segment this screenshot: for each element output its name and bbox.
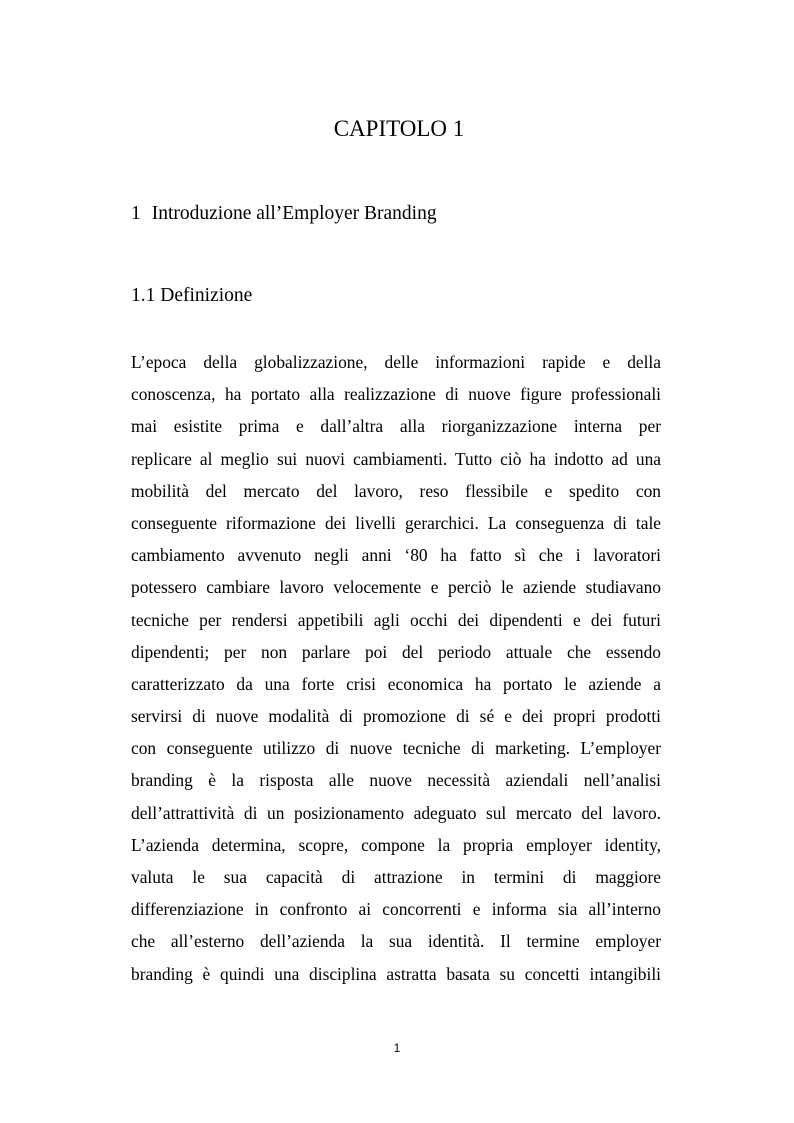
- paragraph-line: tecniche per rendersi appetibili agli occhi dei dipendenti e dei futuri: [131, 609, 661, 630]
- body-paragraph: [131, 346, 661, 990]
- chapter-title-text: CAPITOLO 1: [333, 116, 465, 141]
- paragraph-line: dell’attrattività di un posizionamento adeguato sul mercato del lavoro.: [131, 802, 661, 823]
- section-number: 1: [131, 203, 141, 224]
- paragraph-line: branding è la risposta alle nuove necessità aziendali nell’analisi: [131, 770, 661, 791]
- paragraph-line: valuta le sua capacità di attrazione in termini di maggiore: [131, 867, 661, 887]
- section-heading: [131, 201, 437, 227]
- paragraph-line: caratterizzato da una forte crisi economica ha portato le aziende a: [131, 673, 661, 694]
- paragraph-line: cambiamento avvenuto negli anni ‘80 ha fatto sì che i lavoratori: [131, 545, 661, 566]
- subsection-title: 1.1 Definizione: [131, 285, 253, 306]
- paragraph-line: con conseguente utilizzo di nuove tecniche di marketing. L’employer: [131, 738, 661, 759]
- paragraph-line: potessero cambiare lavoro velocemente e perciò le aziende studiavano: [131, 577, 661, 598]
- paragraph-line: dipendenti; per non parlare poi del periodo attuale che essendo: [131, 641, 661, 662]
- paragraph-line: mai esistite prima e dall’altra alla riorganizzazione interna per: [131, 416, 661, 437]
- paragraph-line: L’azienda determina, scopre, compone la propria employer identity,: [131, 834, 661, 855]
- paragraph-line: L’epoca della globalizzazione, delle informazioni rapide e della: [131, 352, 661, 372]
- page-number: 1: [393, 1041, 401, 1055]
- paragraph-line: replicare al meglio sui nuovi cambiamenti. Tutto ciò ha indotto ad una: [131, 448, 661, 469]
- paragraph-line: conseguente riformazione dei livelli gerarchici. La conseguenza di tale: [131, 512, 661, 533]
- paragraph-line: servirsi di nuove modalità di promozione di sé e dei propri prodotti: [131, 706, 661, 727]
- paragraph-line: conoscenza, ha portato alla realizzazione di nuove figure professionali: [131, 384, 661, 405]
- subsection-heading: [131, 283, 252, 309]
- paragraph-line: branding è quindi una disciplina astratta basata su concetti intangibili: [131, 963, 661, 984]
- paragraph-line: che all’esterno dell’azienda la sua identità. Il termine employer: [131, 931, 661, 952]
- chapter-title: [0, 114, 794, 144]
- paragraph-line: mobilità del mercato del lavoro, reso flessibile e spedito con: [131, 480, 661, 501]
- paragraph-line: differenziazione in confronto ai concorrenti e informa sia all’interno: [131, 899, 661, 920]
- section-title: Introduzione all’Employer Branding: [151, 203, 437, 224]
